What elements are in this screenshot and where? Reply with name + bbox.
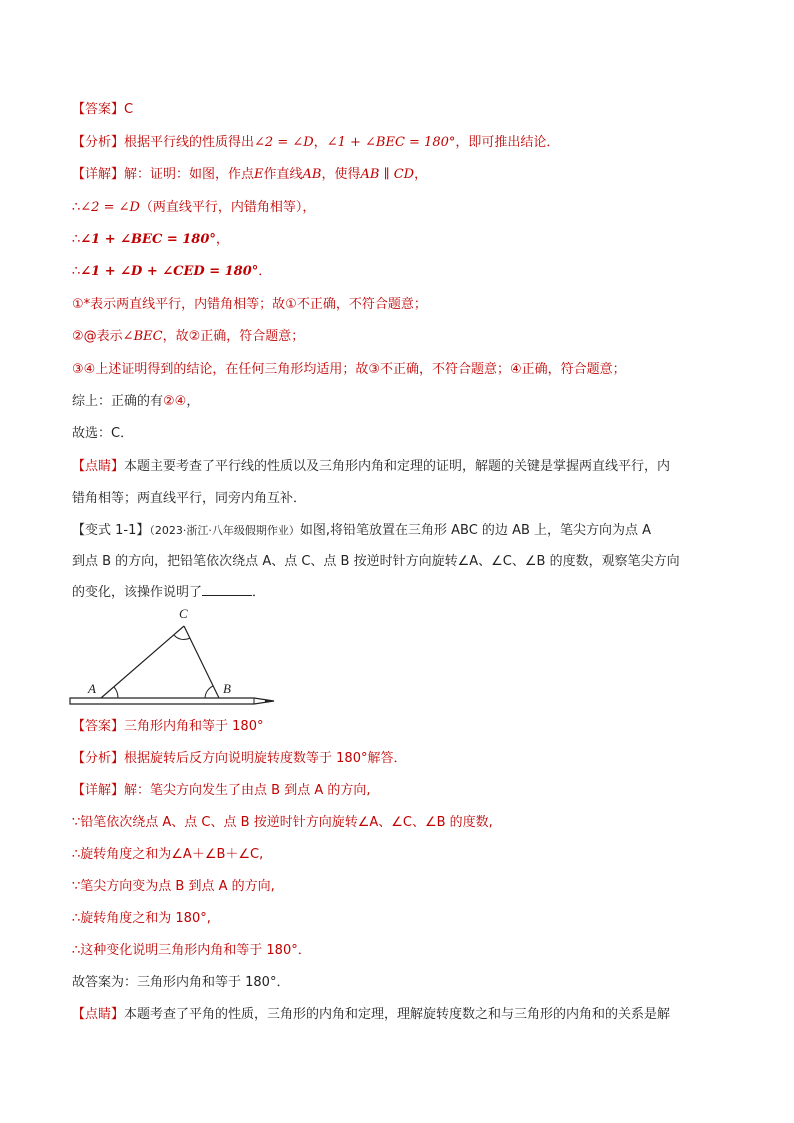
answer-tag: 【答案】 — [72, 102, 125, 117]
item-3-text-2: 不正确，不符合题意； — [379, 362, 510, 377]
variant-detail-line — [72, 782, 371, 800]
summary-text-b: ， — [186, 394, 200, 409]
variant-answer-line — [72, 718, 263, 736]
variant-question-1 — [72, 522, 651, 540]
item-3-circle-2: ③ — [368, 362, 380, 377]
angle-a-arc — [114, 687, 118, 698]
label-a: A — [88, 681, 96, 696]
comment-line-1 — [72, 458, 670, 476]
variant-detail-tag: 【详解】 — [72, 783, 125, 798]
detail-parallel: AB ∥ CD — [360, 167, 415, 182]
label-b: B — [223, 681, 231, 696]
step-2 — [72, 231, 229, 249]
triangle-pencil-figure — [68, 600, 278, 710]
angle-c-arc — [174, 635, 190, 640]
analysis-text-a: 根据平行线的性质得出 — [124, 135, 255, 150]
item-1-text: *表示两直线平行，内错角相等；故 — [83, 297, 286, 312]
comment-line-2: 错角相等；两直线平行，同旁内角互补． — [72, 491, 307, 506]
comment-tag: 【点睛】 — [72, 459, 125, 474]
step-1-pre: ∴ — [72, 200, 81, 215]
step-2-post: ， — [215, 232, 229, 247]
item-2-math: ∠BEC — [122, 329, 163, 344]
analysis-math-2: ∠1 + ∠BEC = 180° — [326, 135, 456, 150]
side-cb — [184, 626, 219, 698]
step-3-math: ∠1 + ∠D + ∠CED = 180° — [80, 264, 259, 279]
detail-tag: 【详解】 — [72, 167, 125, 182]
item-3-circle-3: ④ — [510, 362, 522, 377]
answer-value: C — [124, 102, 134, 117]
step-1 — [72, 199, 315, 217]
detail-line — [72, 166, 427, 184]
variant-comment-tag: 【点睛】 — [72, 1007, 125, 1022]
detail-point-e: E — [254, 167, 264, 182]
choose-line: 故选：C． — [72, 426, 134, 441]
analysis-tag: 【分析】 — [72, 135, 125, 150]
variant-comment: 本题考查了平角的性质，三角形的内角和定理，理解旋转度数之和与三角形的内角和的关系是解 — [124, 1007, 671, 1022]
variant-step-5: ∴这种变化说明三角形内角和等于 180°． — [72, 943, 311, 958]
answer-line — [72, 101, 133, 119]
variant-step-2: ∴旋转角度之和为∠A＋∠B＋∠C, — [72, 847, 264, 862]
summary-line — [72, 393, 199, 411]
item-1-circle: ① — [72, 297, 84, 312]
item-2-circle: ② — [72, 329, 84, 344]
variant-source: （2023·浙江·八年级假期作业） — [149, 524, 300, 537]
comment-text-1: 本题主要考查了平行线的性质以及三角形内角和定理的证明，解题的关键是掌握两直线平行，内 — [124, 459, 671, 474]
step-1-post: （两直线平行，内错角相等）， — [139, 200, 316, 215]
step-3-post: ． — [258, 264, 272, 279]
variant-comment-line — [72, 1006, 670, 1024]
variant-step-3: ∵笔尖方向变为点 B 到点 A 的方向, — [72, 879, 275, 894]
step-3-pre: ∴ — [72, 264, 81, 279]
item-1-text-2: 不正确，不符合题意； — [296, 297, 427, 312]
item-1 — [72, 296, 427, 314]
variant-analysis: 根据旋转后反方向说明旋转度数等于 180°解答． — [124, 751, 407, 766]
item-2 — [72, 328, 304, 346]
label-c: C — [179, 606, 188, 621]
item-2-circle-2: ② — [188, 329, 201, 344]
item-3-text-3: 正确，符合题意； — [521, 362, 626, 377]
variant-q3-end: ． — [252, 585, 266, 600]
variant-answer-tag: 【答案】 — [72, 719, 125, 734]
variant-detail: 解：笔尖方向发生了由点 B 到点 A 的方向, — [124, 783, 371, 798]
item-3 — [72, 361, 626, 379]
answer-blank — [202, 583, 252, 596]
variant-q3: 的变化，该操作说明了 — [72, 585, 203, 600]
analysis-line — [72, 134, 559, 152]
item-2-text: @表示 — [83, 329, 123, 344]
detail-line-ab: AB — [302, 167, 322, 182]
summary-circles: ②④ — [163, 394, 187, 409]
variant-analysis-tag: 【分析】 — [72, 751, 125, 766]
detail-text-a: 解：证明：如图，作点 — [124, 167, 255, 182]
step-2-pre: ∴ — [72, 232, 81, 247]
item-2-text-3: 正确，符合题意； — [200, 329, 305, 344]
analysis-text-b: ，即可推出结论． — [455, 135, 560, 150]
variant-q1: 如图,将铅笔放置在三角形 ABC 的边 AB 上，笔尖方向为点 A — [299, 523, 652, 538]
variant-label: 【变式 1-1】 — [72, 523, 150, 538]
detail-text-c: ，使得 — [321, 167, 361, 182]
variant-step-1: ∵铅笔依次绕点 A、点 C、点 B 按逆时针方向旋转∠A、∠C、∠B 的度数, — [72, 815, 493, 830]
pencil-shape — [70, 698, 274, 704]
angle-b-arc — [205, 686, 213, 698]
item-3-text: 上述证明得到的结论，在任何三角形均适用；故 — [95, 362, 369, 377]
item-1-circle-2: ① — [285, 297, 297, 312]
variant-final: 故答案为：三角形内角和等于 180°． — [72, 975, 290, 990]
item-3-circle: ③④ — [72, 362, 96, 377]
analysis-sep: ， — [313, 135, 327, 150]
detail-text-b: 作直线 — [263, 167, 303, 182]
side-ac — [101, 626, 184, 698]
step-2-math: ∠1 + ∠BEC = 180° — [80, 232, 216, 247]
variant-answer: 三角形内角和等于 180° — [124, 719, 264, 734]
variant-analysis-line — [72, 750, 406, 768]
variant-step-4: ∴旋转角度之和为 180°, — [72, 911, 211, 926]
step-3 — [72, 263, 271, 281]
summary-text-a: 综上：正确的有 — [72, 394, 164, 409]
variant-question-2: 到点 B 的方向，把铅笔依次绕点 A、点 C、点 B 按逆时针方向旋转∠A、∠C、∠B 的度数，观察笔尖方向 — [72, 554, 680, 569]
analysis-math-1: ∠2 = ∠D — [254, 135, 314, 150]
item-2-text-2: ，故 — [162, 329, 189, 344]
detail-text-d: ， — [414, 167, 428, 182]
step-1-math: ∠2 = ∠D — [80, 200, 140, 215]
